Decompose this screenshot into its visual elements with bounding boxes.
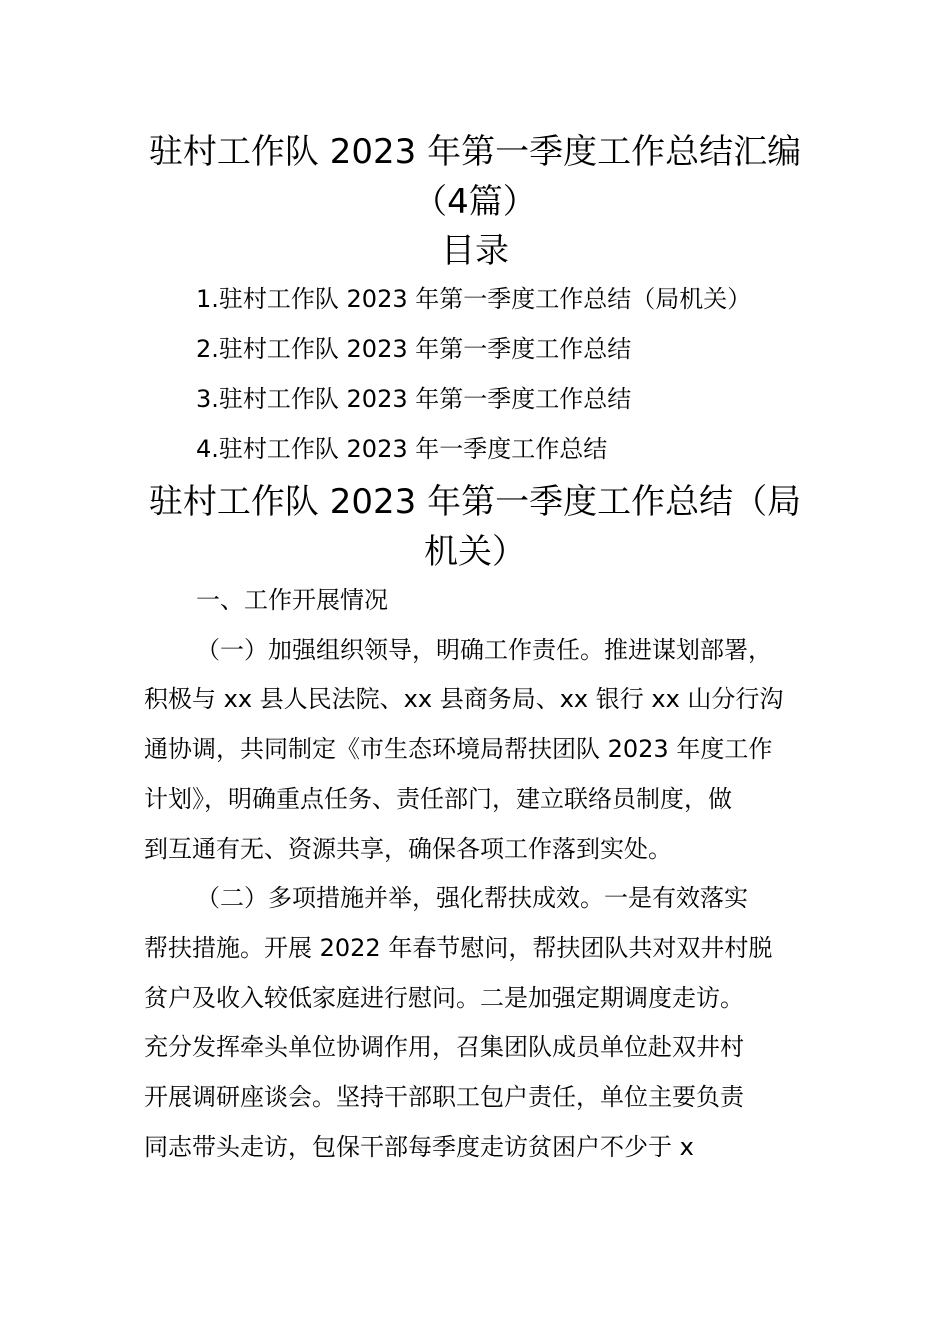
paragraph-2-line: （二）多项措施并举，强化帮扶成效。一是有效落实 <box>196 884 748 912</box>
paragraph-1-line: （一）加强组织领导，明确工作责任。推进谋划部署， <box>196 636 772 664</box>
toc-heading: 目录 <box>441 231 509 271</box>
paragraph-2-line: 同志带头走访，包保干部每季度走访贫困户不少于 x <box>144 1133 694 1161</box>
paragraph-1-line: 到互通有无、资源共享，确保各项工作落到实处。 <box>144 835 672 863</box>
document-title-line-2: （4篇） <box>413 182 537 222</box>
toc-item-2: 2.驻村工作队 2023 年第一季度工作总结 <box>196 335 632 363</box>
paragraph-1-line: 通协调，共同制定《市生态环境局帮扶团队 2023 年度工作 <box>144 735 773 763</box>
document-title-line-1: 驻村工作队 2023 年第一季度工作总结汇编 <box>148 132 802 172</box>
toc-item-4: 4.驻村工作队 2023 年一季度工作总结 <box>196 435 608 463</box>
paragraph-1-line: 计划》，明确重点任务、责任部门，建立联络员制度，做 <box>144 785 732 813</box>
paragraph-1-line: 积极与 xx 县人民法院、xx 县商务局、xx 银行 xx 山分行沟 <box>144 685 784 713</box>
paragraph-2-line: 帮扶措施。开展 2022 年春节慰问，帮扶团队共对双井村脱 <box>144 934 773 962</box>
section-title-line-2: 机关） <box>424 532 526 572</box>
toc-item-3: 3.驻村工作队 2023 年第一季度工作总结 <box>196 385 632 413</box>
table-of-contents <box>196 280 751 480</box>
section-heading-1: 一、工作开展情况 <box>196 586 388 614</box>
paragraph-2-line: 开展调研座谈会。坚持干部职工包户责任，单位主要负责 <box>144 1083 744 1111</box>
paragraph-2-line: 贫户及收入较低家庭进行慰问。二是加强定期调度走访。 <box>144 984 744 1012</box>
toc-item-1: 1.驻村工作队 2023 年第一季度工作总结（局机关） <box>196 285 752 313</box>
section-title-line-1: 驻村工作队 2023 年第一季度工作总结（局 <box>148 482 802 522</box>
paragraph-2-line: 充分发挥牵头单位协调作用，召集团队成员单位赴双井村 <box>144 1033 744 1061</box>
